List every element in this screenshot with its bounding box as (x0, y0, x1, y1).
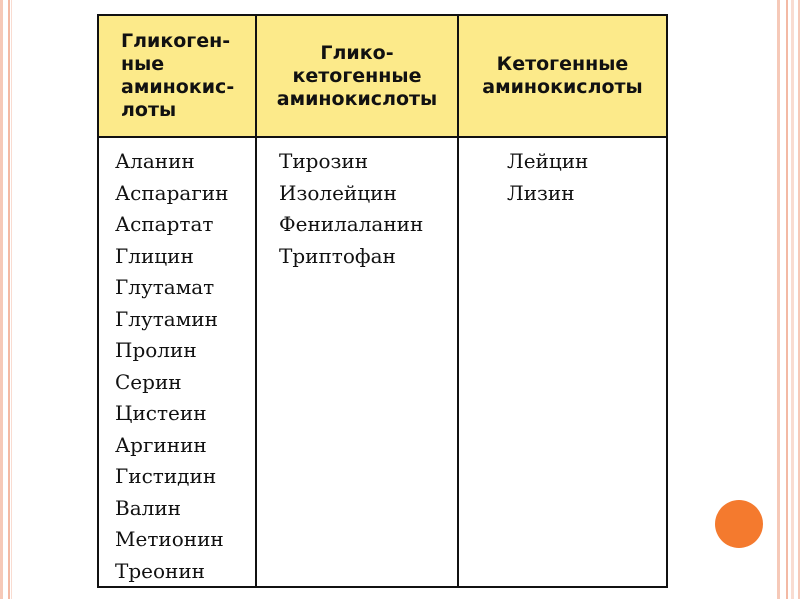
right-border-stripe (786, 0, 788, 599)
list-item: Треонин (115, 558, 206, 583)
list-item: Тирозин (279, 149, 369, 173)
list-item: Аргинин (115, 432, 207, 457)
list-item: Лизин (507, 180, 575, 205)
list-item: Аспарагин (115, 180, 229, 205)
right-border-stripe (777, 0, 780, 599)
column-gluco-ketogenic (257, 138, 459, 587)
header-ketogenic: Кетогенные аминокислоты (459, 16, 666, 138)
decorative-circle (715, 500, 763, 548)
list-item: Серин (115, 369, 182, 394)
list-item: Цистеин (115, 401, 207, 425)
list-item: Глутамат (115, 275, 215, 299)
left-border-stripe (11, 0, 12, 599)
list-item: Фенилаланин (279, 212, 424, 236)
left-border-stripe (8, 0, 10, 599)
column-glucogenic (99, 138, 257, 587)
list-item: Глутамин (115, 306, 218, 331)
header-glucogenic: Гликоген- ные аминокис- лоты (99, 16, 257, 138)
list-item: Лейцин (507, 149, 589, 173)
list-item: Глицин (115, 243, 194, 268)
column-ketogenic (459, 138, 666, 587)
amino-acids-table (97, 14, 668, 588)
right-border-stripe (791, 0, 794, 599)
list-item: Изолейцин (279, 180, 397, 205)
list-item: Аланин (115, 149, 195, 173)
left-border-stripe (0, 0, 3, 599)
header-gluco-ketogenic: Глико- кетогенные аминокислоты (257, 16, 459, 138)
list-item: Пролин (115, 338, 197, 362)
list-item: Аспартат (115, 212, 214, 236)
list-item: Валин (115, 495, 181, 520)
list-item: Метионин (115, 527, 224, 551)
list-item: Гистидин (115, 464, 217, 488)
list-item: Триптофан (279, 243, 396, 268)
